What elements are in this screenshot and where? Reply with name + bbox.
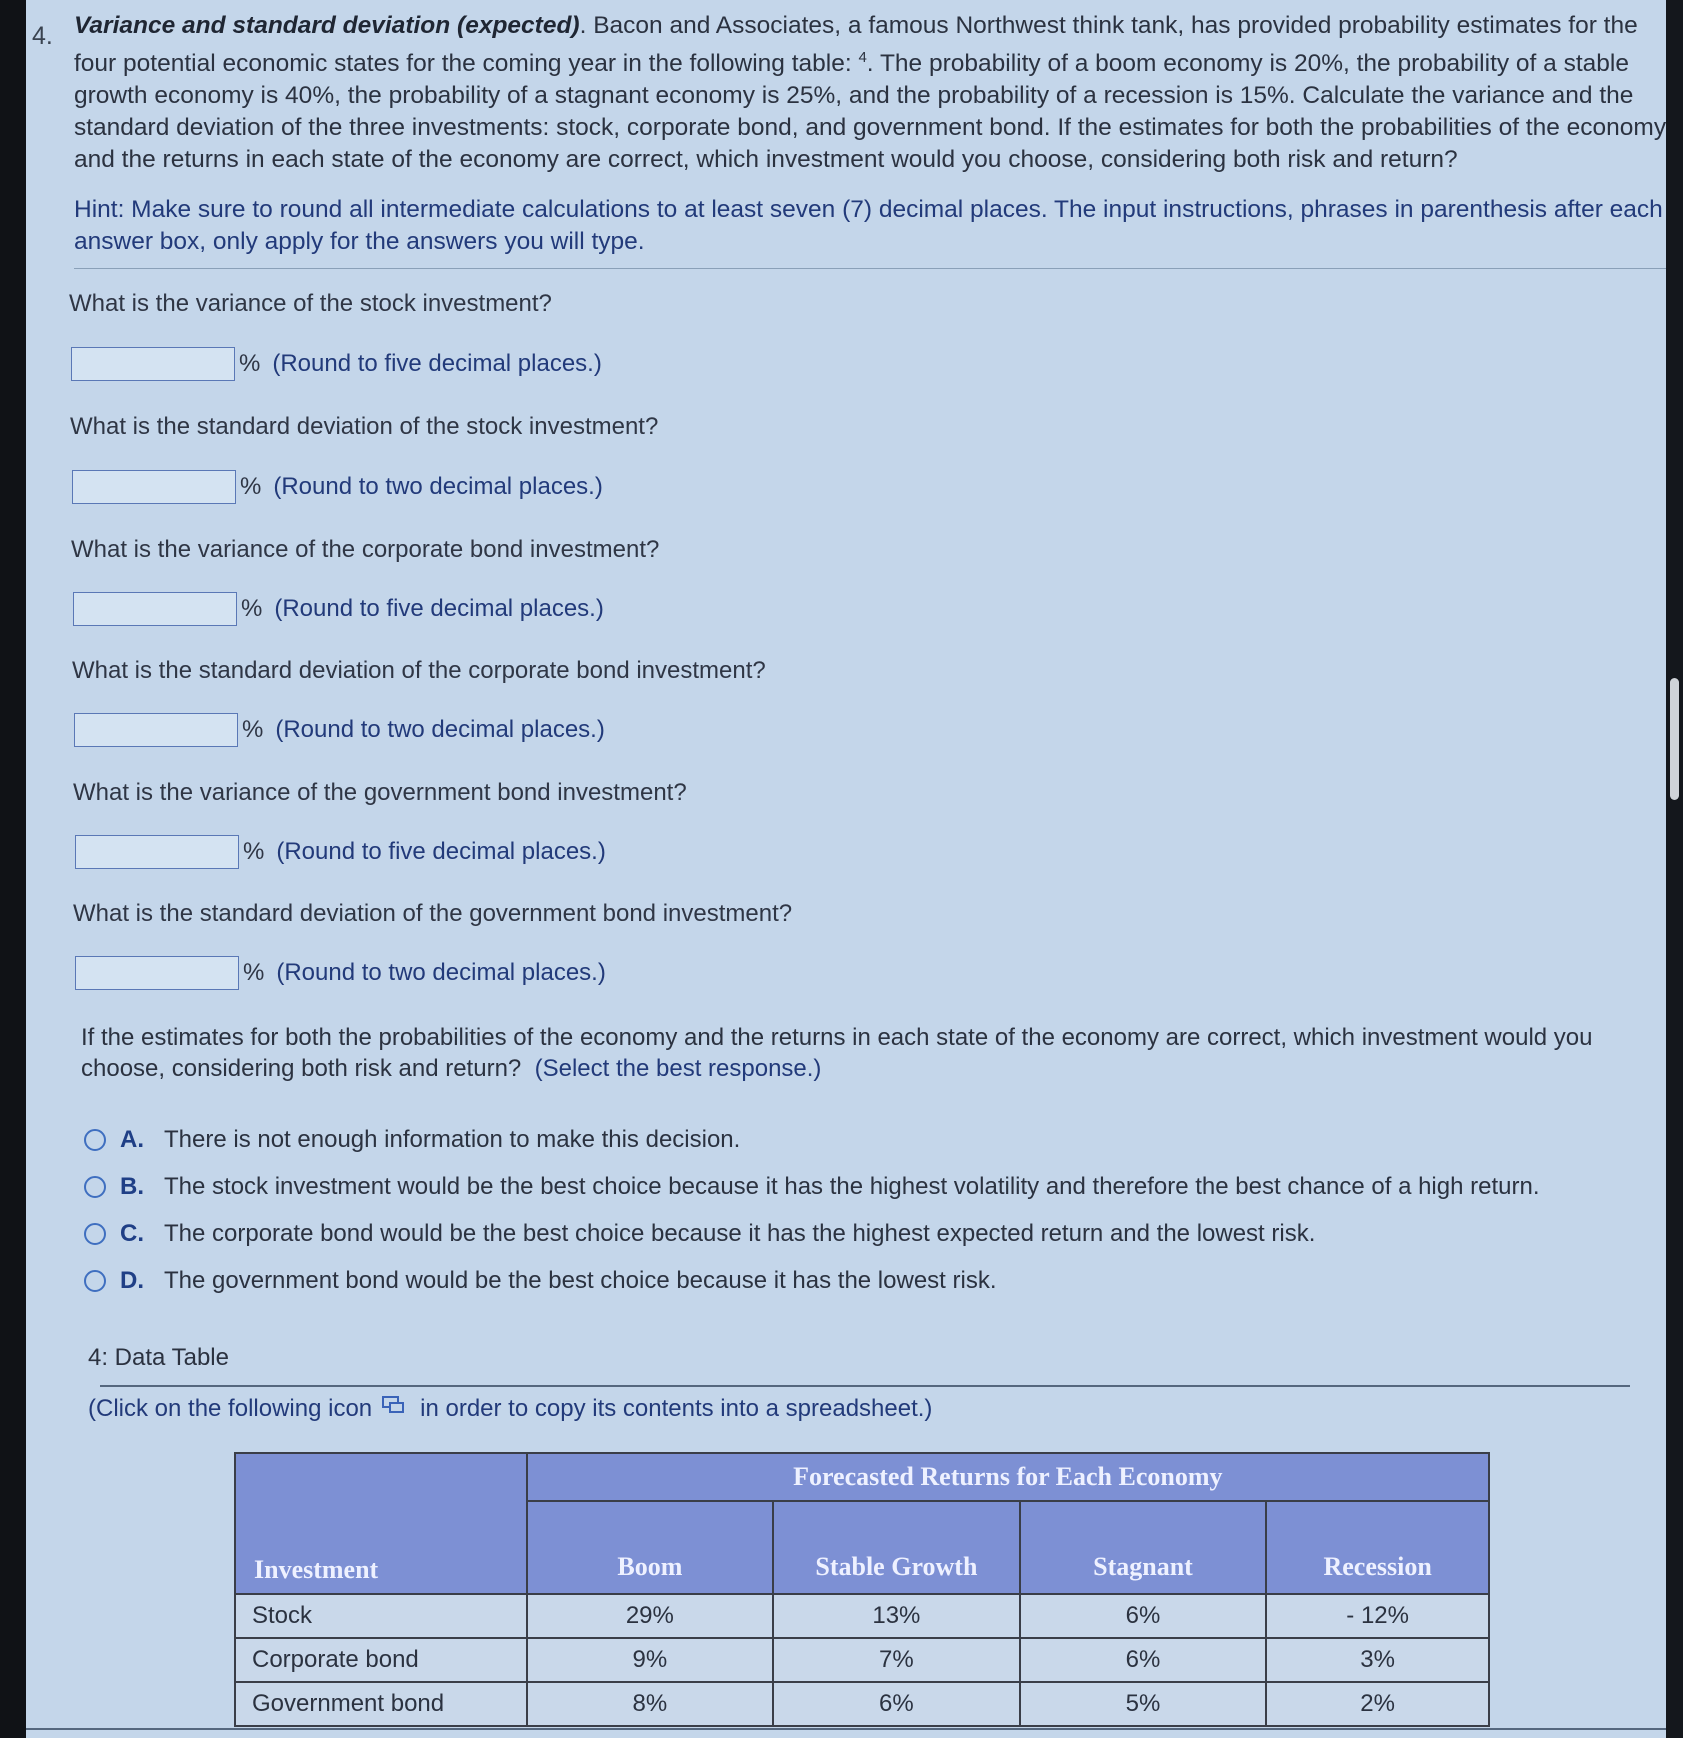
percent-unit: % [243, 838, 265, 865]
part-question: What is the standard deviation of the corporate bond investment? [72, 657, 766, 684]
column-header-recession: Recession [1266, 1501, 1489, 1594]
footnote-marker[interactable]: 4 [858, 49, 867, 66]
column-header-boom: Boom [527, 1501, 774, 1594]
final-question-text: If the estimates for both the probabilities of the economy and the returns in each state of the economy are correct, which investment would you choose, considering both risk and return? [81, 1024, 1593, 1082]
rounding-instruction: (Round to two decimal places.) [275, 716, 605, 743]
radio-button[interactable] [84, 1223, 106, 1245]
table-cell: 3% [1266, 1638, 1489, 1682]
rounding-instruction: (Round to five decimal places.) [272, 350, 602, 377]
option-d[interactable] [84, 1267, 997, 1295]
option-text: The stock investment would be the best choice because it has the highest volatility and therefore the best chance of a high return. [164, 1173, 1540, 1200]
percent-unit: % [241, 595, 263, 622]
data-table-title: 4: Data Table [88, 1344, 229, 1371]
question-number: 4. [32, 22, 53, 50]
radio-button[interactable] [84, 1176, 106, 1198]
table-cell: 9% [527, 1638, 774, 1682]
table-cell: - 12% [1266, 1594, 1489, 1638]
prompt-text-1: . Bacon and Associates, a famous Northwest think tank, has provided probability estimates for the four potential economic states for the coming year in the following table: [74, 12, 1638, 78]
row-label: Stock [235, 1594, 527, 1638]
column-header-investment: Investment [235, 1453, 527, 1594]
table-cell: 6% [1020, 1594, 1267, 1638]
copy-icon[interactable] [382, 1394, 406, 1423]
option-text: The government bond would be the best choice because it has the lowest risk. [164, 1267, 997, 1294]
option-b[interactable] [84, 1173, 1540, 1201]
question-prompt [74, 10, 1666, 176]
option-letter: C. [120, 1220, 144, 1247]
part-question: What is the standard deviation of the government bond investment? [73, 900, 793, 927]
table-cell: 2% [1266, 1682, 1489, 1726]
answer-row [75, 956, 606, 990]
table-row [235, 1638, 1489, 1682]
answer-row [72, 470, 603, 504]
bottom-divider [26, 1728, 1666, 1730]
corporate-bond-std-dev-input[interactable] [74, 713, 238, 747]
table-row [235, 1594, 1489, 1638]
homework-page [26, 0, 1666, 1738]
radio-button[interactable] [84, 1129, 106, 1151]
scrollbar-thumb[interactable] [1670, 678, 1679, 800]
answer-row [73, 592, 604, 626]
rounding-instruction: (Round to five decimal places.) [276, 838, 606, 865]
divider [74, 268, 1666, 269]
rounding-instruction: (Round to two decimal places.) [273, 473, 603, 500]
data-table-note [88, 1394, 932, 1423]
stock-variance-input[interactable] [71, 347, 235, 381]
table-row [235, 1682, 1489, 1726]
group-header: Forecasted Returns for Each Economy [527, 1453, 1489, 1501]
percent-unit: % [243, 959, 265, 986]
part-question: What is the variance of the stock investment? [69, 290, 552, 317]
government-bond-std-dev-input[interactable] [75, 956, 239, 990]
question-title: Variance and standard deviation (expected) [74, 12, 580, 39]
percent-unit: % [242, 716, 264, 743]
data-table-divider [100, 1385, 1630, 1387]
final-question [81, 1022, 1641, 1084]
table-cell: 6% [1020, 1638, 1267, 1682]
table-cell: 5% [1020, 1682, 1267, 1726]
scrollbar-track[interactable] [1666, 0, 1683, 1738]
row-label: Corporate bond [235, 1638, 527, 1682]
table-cell: 7% [773, 1638, 1020, 1682]
answer-row [71, 347, 602, 381]
option-letter: D. [120, 1267, 144, 1294]
rounding-instruction: (Round to five decimal places.) [274, 595, 604, 622]
prompt-text-2: . The probability of a boom economy is 20%, the probability of a stable growth economy is 40%, the probability of a stagnant economy is 25%, and the probability of a recession is 15%. Calculate the variance and the standard deviation of the three investments: stock, corporate bond, and government bond. If the estimates for both the probabilities of the economy and the returns in each state of the economy are correct, which investment would you choose, considering both risk and return? [74, 50, 1666, 174]
row-label: Government bond [235, 1682, 527, 1726]
final-question-instruction: (Select the best response.) [534, 1055, 822, 1082]
option-letter: A. [120, 1126, 144, 1153]
column-header-stagnant: Stagnant [1020, 1501, 1267, 1594]
rounding-instruction: (Round to two decimal places.) [276, 959, 606, 986]
note-text-after: in order to copy its contents into a spreadsheet.) [420, 1394, 933, 1422]
corporate-bond-variance-input[interactable] [73, 592, 237, 626]
percent-unit: % [240, 473, 262, 500]
column-header-stable-growth: Stable Growth [773, 1501, 1020, 1594]
option-text: The corporate bond would be the best choice because it has the highest expected return and the lowest risk. [164, 1220, 1316, 1247]
table-cell: 13% [773, 1594, 1020, 1638]
option-a[interactable] [84, 1126, 740, 1154]
answer-row [75, 835, 606, 869]
data-table [234, 1452, 1490, 1727]
government-bond-variance-input[interactable] [75, 835, 239, 869]
option-text: There is not enough information to make this decision. [164, 1126, 741, 1153]
answer-row [74, 713, 605, 747]
part-question: What is the standard deviation of the stock investment? [70, 413, 659, 440]
part-question: What is the variance of the government bond investment? [73, 779, 687, 806]
table-cell: 8% [527, 1682, 774, 1726]
option-letter: B. [120, 1173, 144, 1200]
note-text-before: (Click on the following icon [88, 1394, 373, 1422]
hint-text: Hint: Make sure to round all intermediate calculations to at least seven (7) decimal places. The input instructions, phrases in parenthesis after each answer box, only apply for the answers you will type. [74, 196, 1663, 255]
radio-button[interactable] [84, 1270, 106, 1292]
option-c[interactable] [84, 1220, 1315, 1248]
part-question: What is the variance of the corporate bond investment? [71, 536, 660, 563]
table-cell: 29% [527, 1594, 774, 1638]
table-cell: 6% [773, 1682, 1020, 1726]
stock-std-dev-input[interactable] [72, 470, 236, 504]
percent-unit: % [239, 350, 261, 377]
